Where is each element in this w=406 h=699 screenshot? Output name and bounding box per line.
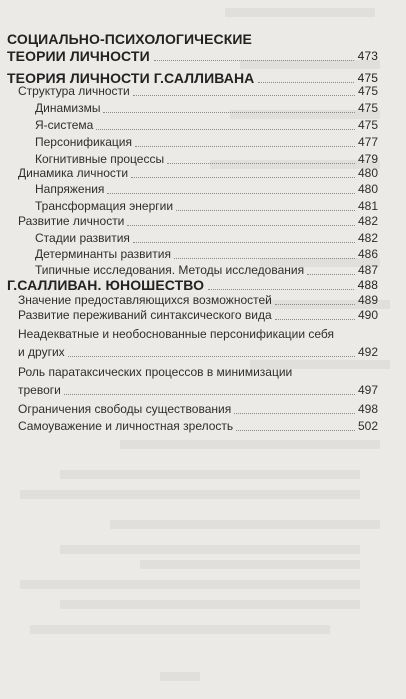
page-number: 475 xyxy=(357,101,378,115)
page-number: 481 xyxy=(357,199,378,213)
entry-title: Я-система xyxy=(35,118,94,132)
page-number: 475 xyxy=(357,71,378,85)
entry-title: Структура личности xyxy=(18,84,130,98)
page-number: 492 xyxy=(357,345,378,359)
leader-dots xyxy=(64,394,355,395)
leader-dots xyxy=(131,177,355,178)
page-number: 497 xyxy=(357,383,378,397)
leader-dots xyxy=(103,112,355,113)
toc-entry[interactable] xyxy=(35,199,378,214)
toc-entry[interactable] xyxy=(18,363,378,399)
entry-title: Напряжения xyxy=(35,182,105,196)
page-number: 480 xyxy=(357,182,378,196)
toc-entry[interactable] xyxy=(18,419,378,434)
entry-title-line: и других xyxy=(18,345,65,359)
page-number: 482 xyxy=(357,214,378,228)
page-number: 498 xyxy=(357,402,378,416)
leader-dots xyxy=(275,304,355,305)
page-number: 502 xyxy=(357,419,378,433)
toc-entry[interactable] xyxy=(18,166,378,181)
entry-title: Персонификация xyxy=(35,135,132,149)
leader-dots xyxy=(107,193,355,194)
toc-section-sullivan-youth[interactable] xyxy=(7,277,378,294)
page-number: 486 xyxy=(357,247,378,261)
page-number: 480 xyxy=(357,166,378,180)
leader-dots xyxy=(258,82,353,83)
toc-entry[interactable] xyxy=(18,402,378,417)
page-number: 489 xyxy=(357,293,378,307)
leader-dots xyxy=(208,289,354,290)
toc-entry[interactable] xyxy=(35,101,378,116)
toc-entry[interactable] xyxy=(35,182,378,197)
leader-dots xyxy=(68,356,355,357)
leader-dots xyxy=(135,146,355,147)
entry-title-line: тревоги xyxy=(18,383,61,397)
leader-dots xyxy=(234,413,355,414)
page-number: 479 xyxy=(357,152,378,166)
leader-dots xyxy=(167,163,355,164)
page-number: 475 xyxy=(357,84,378,98)
entry-title: Самоуважение и личностная зрелость xyxy=(18,419,234,433)
leader-dots xyxy=(176,210,355,211)
leader-dots xyxy=(96,129,355,130)
toc-entry[interactable] xyxy=(35,231,378,246)
leader-dots xyxy=(275,319,355,320)
leader-dots xyxy=(154,60,354,61)
entry-title: Значение предоставляющихся возможностей xyxy=(18,293,272,307)
toc-entry[interactable] xyxy=(18,325,378,361)
entry-title: Ограничения свободы существования xyxy=(18,402,232,416)
leader-dots xyxy=(307,274,355,275)
toc-entry[interactable] xyxy=(18,84,378,99)
entry-title-line: Неадекватные и необоснованные персонификации себя xyxy=(18,327,335,341)
entry-title: Стадии развития xyxy=(35,231,130,245)
entry-title: Динамика личности xyxy=(18,166,129,180)
entry-title: Развитие переживаний синтаксического вида xyxy=(18,308,272,322)
toc-entry[interactable] xyxy=(18,293,378,308)
page-number: 475 xyxy=(357,118,378,132)
entry-title: Трансформация энергии xyxy=(35,199,174,213)
page-number: 487 xyxy=(357,263,378,277)
toc-entry[interactable] xyxy=(18,214,378,229)
section-title: ТЕОРИЯ ЛИЧНОСТИ Г.САЛЛИВАНА xyxy=(7,70,255,86)
leader-dots xyxy=(127,225,355,226)
toc-entry[interactable] xyxy=(35,247,378,262)
entry-title: Типичные исследования. Методы исследования xyxy=(35,263,305,277)
section-title-line: СОЦИАЛЬНО-ПСИХОЛОГИЧЕСКИЕ xyxy=(7,31,252,47)
toc-entry[interactable] xyxy=(35,118,378,133)
page-number: 482 xyxy=(357,231,378,245)
toc-entry[interactable] xyxy=(18,308,378,323)
page-number: 473 xyxy=(357,49,378,63)
entry-title: Детерминанты развития xyxy=(35,247,171,261)
section-title-line: ТЕОРИИ ЛИЧНОСТИ xyxy=(7,48,150,64)
section-title: Г.САЛЛИВАН. ЮНОШЕСТВО xyxy=(7,277,205,293)
leader-dots xyxy=(174,258,355,259)
leader-dots xyxy=(236,430,355,431)
toc-entry[interactable] xyxy=(35,152,378,167)
leader-dots xyxy=(133,242,355,243)
page-number: 477 xyxy=(357,135,378,149)
toc-section-social-psych[interactable] xyxy=(7,31,378,65)
leader-dots xyxy=(133,95,355,96)
entry-title: Развитие личности xyxy=(18,214,125,228)
page-number: 488 xyxy=(357,278,378,292)
entry-title-line: Роль паратаксических процессов в минимизации xyxy=(18,365,293,379)
page-number: 490 xyxy=(357,308,378,322)
toc-entry[interactable] xyxy=(35,135,378,150)
toc-entry[interactable] xyxy=(35,263,378,278)
entry-title: Динамизмы xyxy=(35,101,101,115)
entry-title: Когнитивные процессы xyxy=(35,152,165,166)
